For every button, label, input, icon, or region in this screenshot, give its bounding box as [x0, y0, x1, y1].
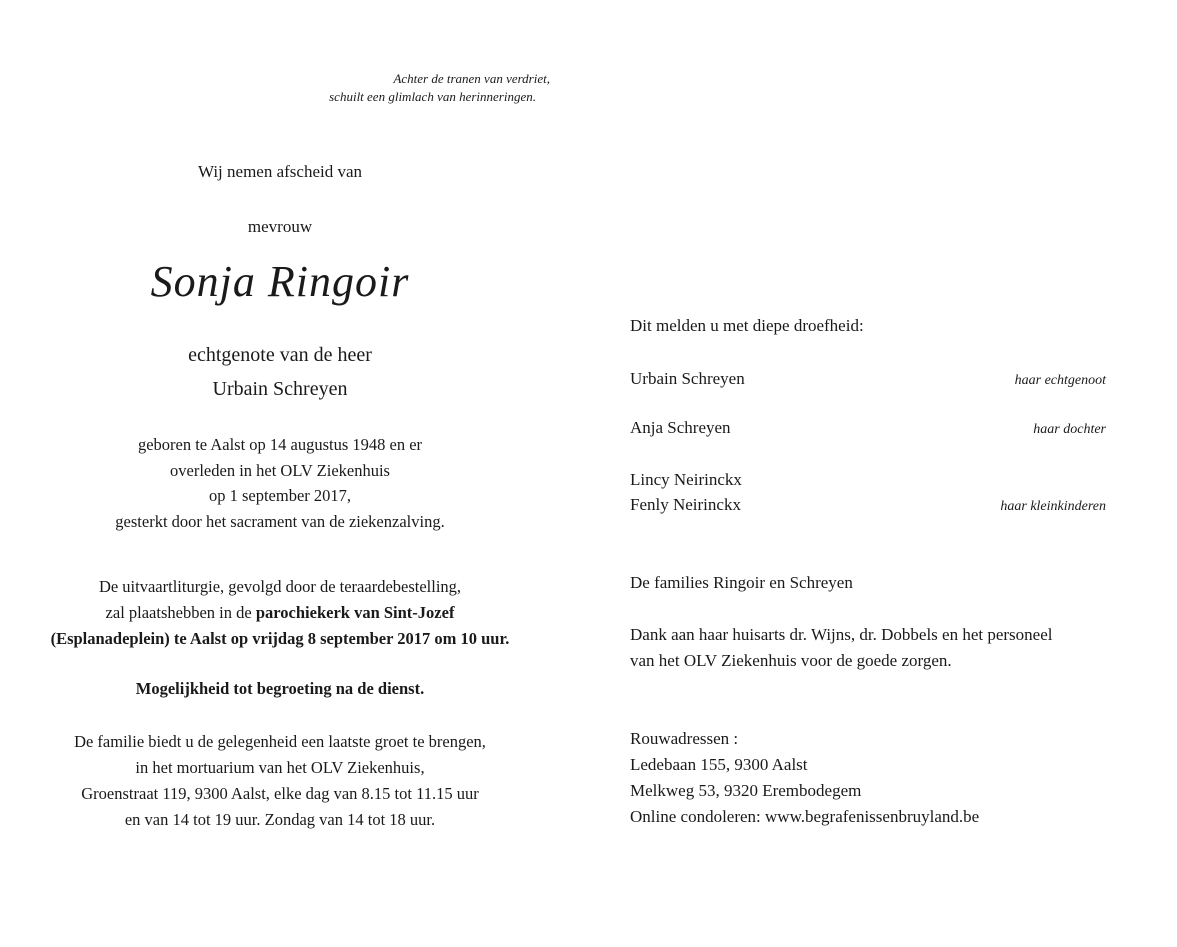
mortuary-line-3: Groenstraat 119, 9300 Aalst, elke dag van 8.15 tot 11.15 uur — [81, 784, 479, 803]
family-member — [630, 418, 1106, 438]
thanks-line-1: Dank aan haar huisarts dr. Wijns, dr. Dobbels en het personeel — [630, 625, 1053, 644]
farewell-intro: Wij nemen afscheid van — [197, 162, 363, 181]
announcement-heading: Dit melden u met diepe droefheid: — [630, 316, 864, 335]
family-member-relation: haar echtgenoot — [1014, 373, 1106, 388]
funeral-ceremony-info — [20, 574, 540, 652]
honorific: mevrouw — [247, 217, 313, 236]
family-member-name: Lincy Neirinckx — [630, 470, 742, 489]
ceremony-line-1: De uitvaartliturgie, gevolgd door de teraardebestelling, — [98, 577, 462, 596]
family-member — [630, 470, 1106, 490]
birth-line-4: gesterkt door het sacrament van de ziekenzalving. — [115, 511, 445, 531]
birth-line-3: op 1 september 2017, — [208, 486, 352, 505]
families-line: De families Ringoir en Schreyen — [630, 573, 853, 592]
ceremony-line-2 — [20, 600, 540, 626]
birth-death-info — [20, 432, 540, 534]
ceremony-line-2-text: zal plaatshebben in de — [105, 603, 256, 622]
family-member — [630, 369, 1106, 389]
ceremony-date-time: (Esplanadeplein) te Aalst op vrijdag 8 september 2017 om 10 uur. — [50, 629, 510, 648]
spouse-line-1: echtgenote van de heer — [188, 344, 372, 366]
family-member-relation: haar dochter — [1033, 422, 1106, 437]
greeting-notice: Mogelijkheid tot begroeting na de dienst. — [135, 679, 425, 698]
quote-line-2: schuilt een glimlach van herinneringen. — [329, 89, 536, 104]
birth-line-2: overleden in het OLV Ziekenhuis — [170, 460, 390, 480]
church-name: parochiekerk van Sint-Jozef — [255, 603, 455, 622]
condolence-addresses — [630, 726, 1110, 830]
family-member-relation: haar kleinkinderen — [1000, 499, 1106, 514]
mortuary-line-1: De familie biedt u de gelegenheid een laatste groet te brengen, — [74, 732, 486, 751]
spouse-name: Urbain Schreyen — [212, 378, 348, 400]
opening-quote — [250, 70, 550, 106]
spouse-info — [20, 338, 540, 406]
mortuary-line-4: en van 14 tot 19 uur. Zondag van 14 tot 18 uur. — [124, 810, 436, 829]
quote-line-1: Achter de tranen van verdriet, — [393, 71, 550, 86]
thanks-line-2: van het OLV Ziekenhuis voor de goede zorgen. — [630, 651, 952, 670]
family-member-name: Anja Schreyen — [630, 418, 731, 437]
family-member-name: Fenly Neirinckx — [630, 495, 741, 514]
mortuary-info — [20, 729, 540, 833]
deceased-name: Sonja Ringoir — [150, 257, 410, 306]
addresses-heading: Rouwadressen : — [630, 729, 739, 748]
mortuary-line-2: in het mortuarium van het OLV Ziekenhuis, — [135, 758, 425, 777]
birth-line-1: geboren te Aalst op 14 augustus 1948 en er — [137, 435, 423, 454]
address-erembodegem: Melkweg 53, 9320 Erembodegem — [630, 781, 862, 800]
family-member-name: Urbain Schreyen — [630, 369, 745, 388]
address-aalst: Ledebaan 155, 9300 Aalst — [630, 755, 808, 774]
online-condolence-link[interactable]: Online condoleren: www.begrafenissenbruyland.be — [630, 807, 980, 826]
family-member — [630, 495, 1106, 515]
thanks-note — [630, 622, 1110, 674]
